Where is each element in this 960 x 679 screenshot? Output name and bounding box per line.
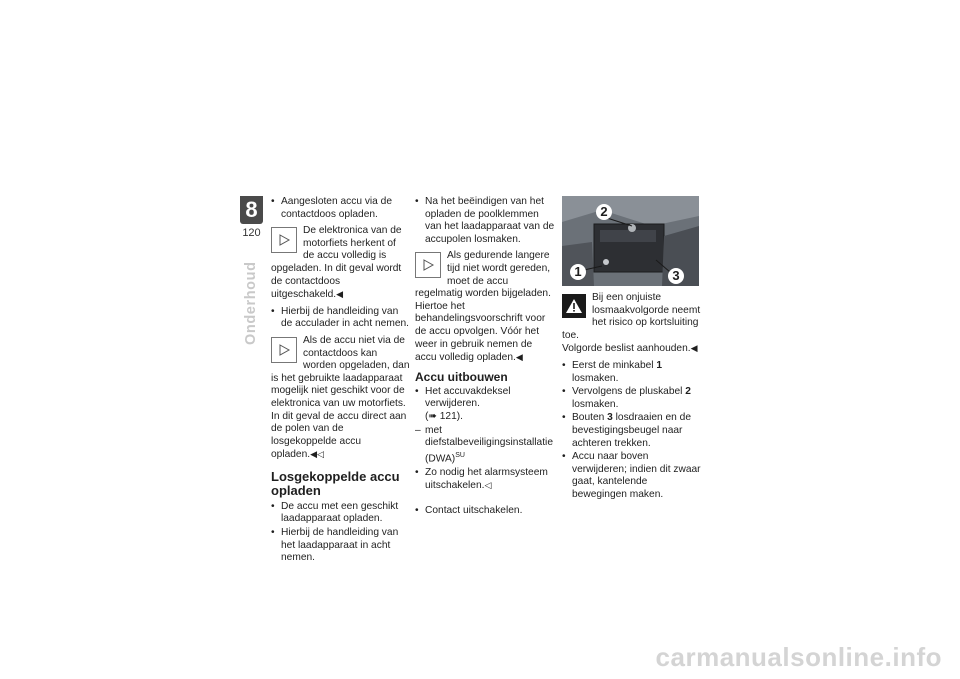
equipment-code: SU <box>455 451 465 459</box>
list-item: • Contact uitschakelen. <box>415 505 555 518</box>
column-2 <box>415 196 555 518</box>
list-item-text: met diefstalbeveiligingsinstallatie (DWA) <box>425 424 553 465</box>
list-item <box>562 360 702 385</box>
list-item-text: losmaken. <box>572 372 619 384</box>
battery-photo <box>562 196 699 286</box>
chapter-side-title: Onderhoud <box>243 261 259 345</box>
list-item: • Na het beëindigen van het opladen de poolklemmen van het laadapparaat van de accupolen losmaken. <box>415 196 555 246</box>
section-heading: Accu uitbouwen <box>415 369 508 384</box>
list-item <box>562 412 702 450</box>
end-mark-icon: ◀ <box>690 343 698 354</box>
page-number: 120 <box>242 227 261 239</box>
end-mark-icon: ◀ <box>515 352 523 363</box>
callout-2: 2 <box>596 204 612 220</box>
page-reference-link[interactable]: (➠ 121). <box>425 410 463 422</box>
end-mark-icon: ◀◁ <box>310 449 324 460</box>
chapter-number: 8 <box>245 197 258 222</box>
note-icon <box>271 337 297 363</box>
list-item-text: Bouten <box>572 412 605 424</box>
warning-icon <box>562 294 586 318</box>
callout-3: 3 <box>668 268 684 284</box>
list-item: • Hierbij de handleiding van het laadapparaat in acht nemen. <box>271 527 410 565</box>
end-mark-icon: ◀ <box>336 289 344 300</box>
list-item: • Hierbij de handleiding van de acculader in acht nemen. <box>271 306 410 331</box>
warning-text: Volgorde beslist aanhouden. <box>562 343 691 355</box>
end-mark-icon: ◁ <box>484 480 492 491</box>
list-item: • De accu met een geschikt laadapparaat opladen. <box>271 501 410 526</box>
warning-box <box>562 292 702 356</box>
list-item <box>562 386 702 411</box>
note-text: Als gedurende langere tijd niet wordt gereden, moet de accu regelmatig worden bijgeladen. Hiertoe het behandelingsvoorschrift voor de accu opvolgen. Vóór het weer in gebruik nemen de accu volledig opladen. <box>415 250 551 364</box>
note-icon <box>271 227 297 253</box>
list-item: • Accu naar boven verwijderen; indien dit zwaar gaat, kantelende bewegingen maken. <box>562 451 702 501</box>
column-1 <box>271 196 410 566</box>
note-text: Als de accu niet via de contactdoos kan worden opgeladen, dan is het gebruikte laadapparaat mogelijk niet geschikt voor de elektronica van uw motorfiets. In dit geval de accu direct aan de polen van de losgekoppelde accu opladen. <box>271 334 410 461</box>
callout-ref: 2 <box>685 386 691 398</box>
callout-1: 1 <box>570 264 586 280</box>
list-item: • Aangesloten accu via de contactdoos opladen. <box>271 196 410 221</box>
list-item-text: Zo nodig het alarmsysteem uitschakelen. <box>425 466 548 492</box>
list-item <box>415 425 555 466</box>
list-item-text: losdraaien en de bevestigingsbeugel naar achteren trekken. <box>572 412 691 449</box>
list-item-text: Eerst de minkabel <box>572 359 654 371</box>
column-3 <box>562 196 702 503</box>
note-box <box>271 225 410 302</box>
watermark: carmanualsonline.info <box>655 642 942 672</box>
list-item <box>415 467 555 493</box>
note-text: De elektronica van de motorfiets herkent of de accu volledig is opgeladen. In dit geval wordt de contactdoos uitgeschakeld. <box>271 225 402 301</box>
chapter-tab <box>240 196 263 224</box>
list-item-text: Vervolgens de pluskabel <box>572 386 683 398</box>
callout-ref: 1 <box>656 359 663 371</box>
note-icon <box>415 252 441 278</box>
list-item-text: losmaken. <box>572 398 619 410</box>
section-heading: Losgekoppelde accu opladen <box>271 468 400 498</box>
list-item <box>415 386 555 424</box>
note-box <box>415 250 555 364</box>
note-box <box>271 335 410 462</box>
callout-ref: 3 <box>607 412 613 424</box>
warning-text: Bij een onjuiste losmaakvolgorde neemt het risico op kortsluiting toe. <box>562 292 701 341</box>
list-item-text: Het accuvakdeksel verwijderen. <box>425 385 511 410</box>
